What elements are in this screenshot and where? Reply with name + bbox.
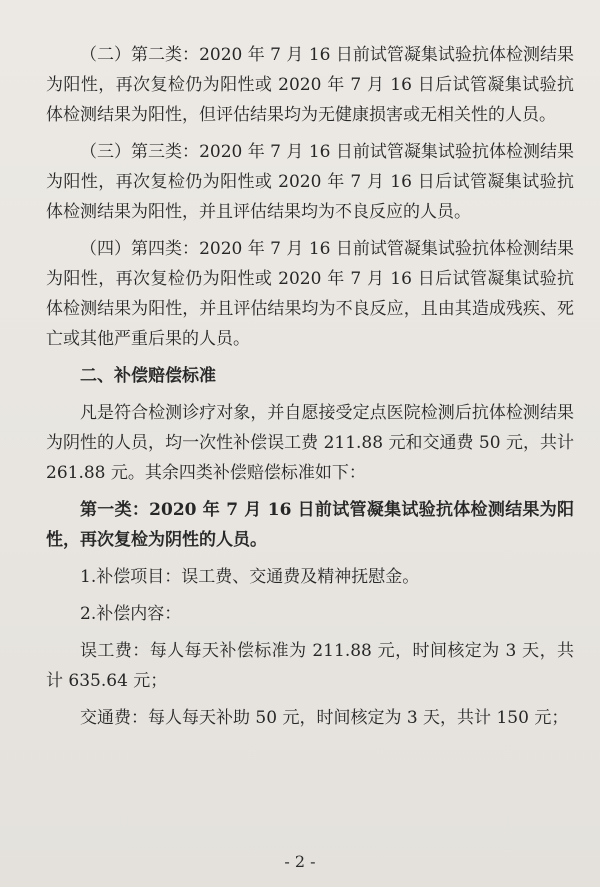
paragraph-first-category: 第一类：2020 年 7 月 16 日前试管凝集试验抗体检测结果为阳性，再次复检为阴性的人员。 [46, 500, 574, 550]
paragraph-category-2: （二）第二类：2020 年 7 月 16 日前试管凝集试验抗体检测结果为阳性，再次复检仍为阳性或 2020 年 7 月 16 日后试管凝集试验抗体检测结果为阳性，但评估结果均为无健康损害或无相关性的人员。 [46, 45, 574, 125]
document-body [46, 40, 574, 740]
page-number: - 2 - [284, 852, 316, 871]
paragraph-item-1: 1.补偿项目：误工费、交通费及精神抚慰金。 [80, 567, 420, 587]
paragraph-item-2: 2.补偿内容： [80, 604, 182, 624]
paragraph-lost-wages: 误工费：每人每天补偿标准为 211.88 元，时间核定为 3 天，共计 635.64 元； [46, 641, 574, 691]
paragraph-transport: 交通费：每人每天补助 50 元，时间核定为 3 天，共计 150 元； [80, 708, 569, 728]
paragraph-category-3: （三）第三类：2020 年 7 月 16 日前试管凝集试验抗体检测结果为阳性，再次复检仍为阳性或 2020 年 7 月 16 日后试管凝集试验抗体检测结果为阳性，并且评估结果均为不良反应的人员。 [46, 142, 574, 222]
section-heading-compensation-standards: 二、补偿赔偿标准 [80, 366, 216, 386]
paragraph-general-rule: 凡是符合检测诊疗对象，并自愿接受定点医院检测后抗体检测结果为阴性的人员，均一次性补偿误工费 211.88 元和交通费 50 元，共计 261.88 元。其余四类补偿赔偿标准如下： [46, 403, 574, 483]
paragraph-category-4: （四）第四类：2020 年 7 月 16 日前试管凝集试验抗体检测结果为阳性，再次复检仍为阳性或 2020 年 7 月 16 日后试管凝集试验抗体检测结果为阳性，并且评估结果均为不良反应，且由其造成残疾、死亡或其他严重后果的人员。 [46, 239, 574, 349]
